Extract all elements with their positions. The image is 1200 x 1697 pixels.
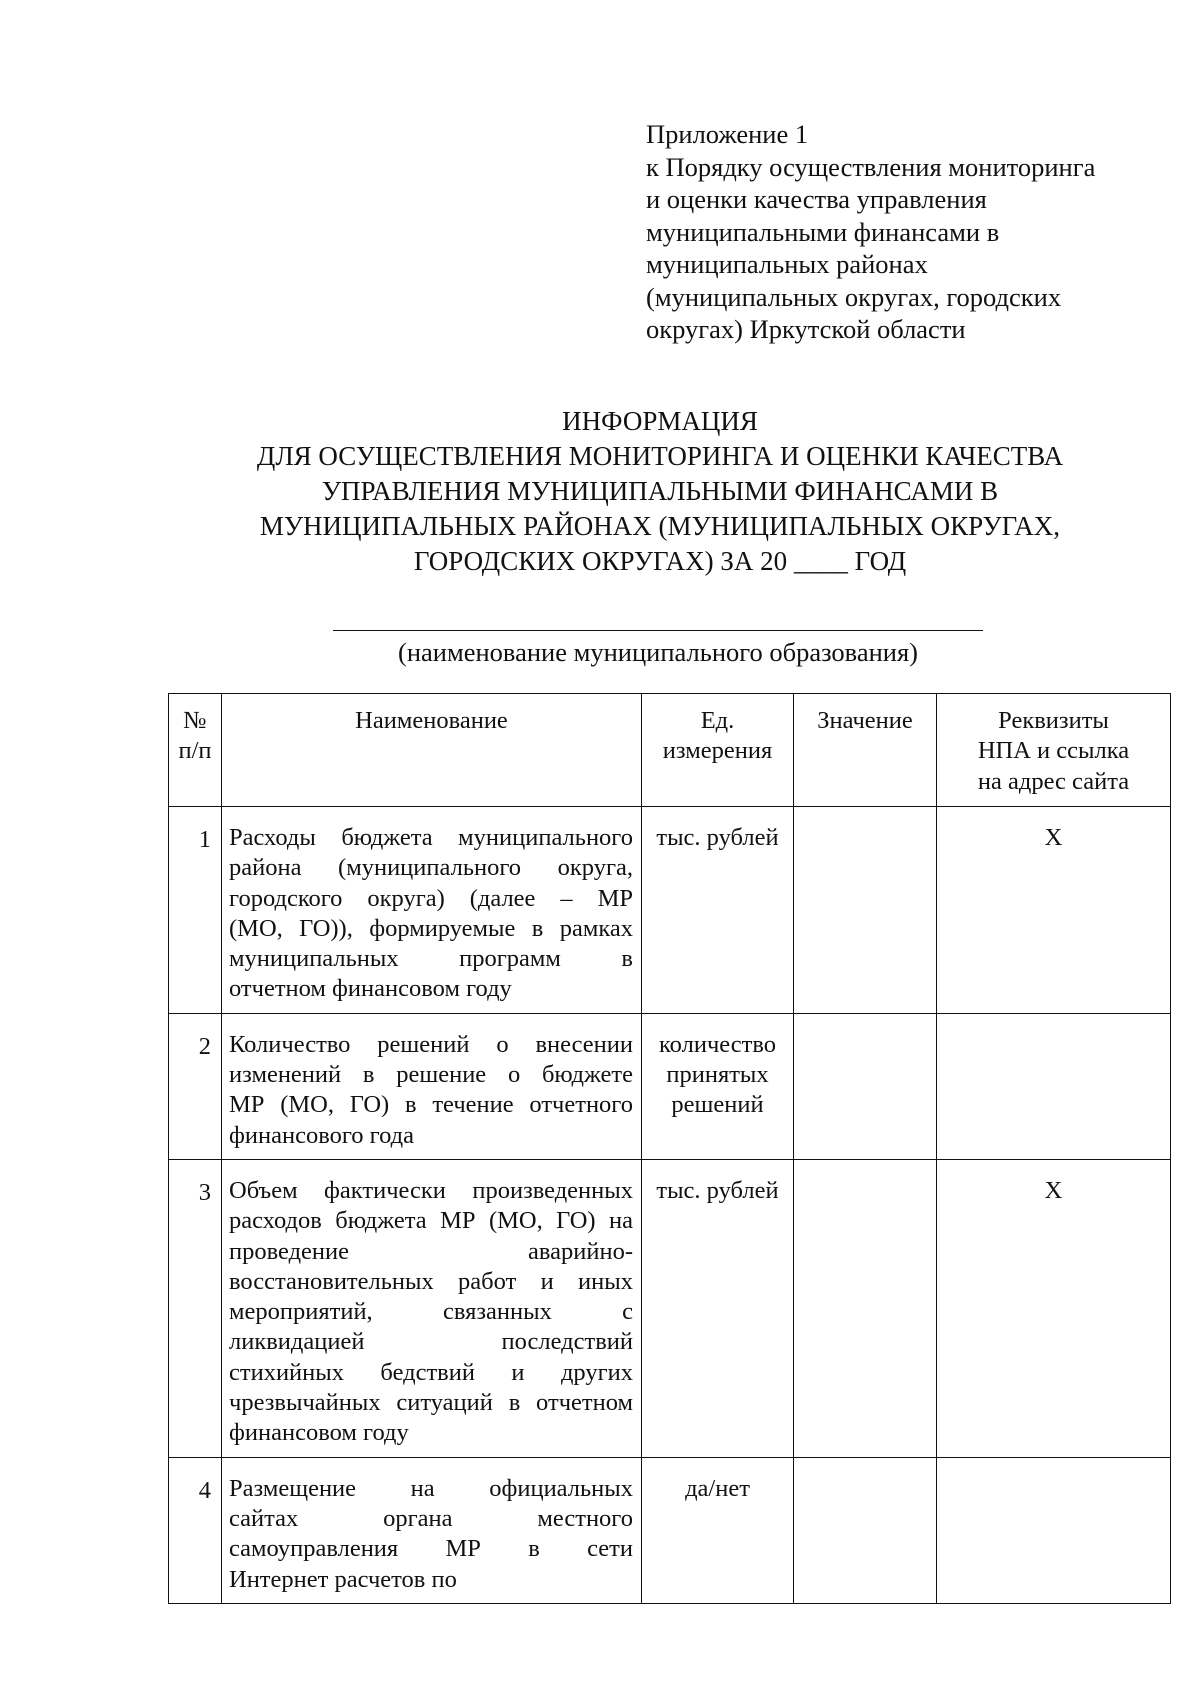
title-line: ИНФОРМАЦИЯ [562, 406, 758, 436]
row-unit-line: тыс. рублей [656, 824, 779, 851]
appendix-block [646, 118, 1166, 346]
row-npa: Х [937, 1159, 1171, 1457]
municipality-caption: (наименование муниципального образования) [398, 637, 918, 667]
row-name [222, 807, 642, 1014]
row-value[interactable] [794, 1159, 937, 1457]
appendix-line: и оценки качества управления [646, 184, 987, 214]
table-row [169, 1159, 1171, 1457]
row-npa: Х [937, 807, 1171, 1014]
appendix-line: муниципальных районах [646, 249, 928, 279]
appendix-line: (муниципальных округах, городских [646, 281, 1062, 312]
row-number: 2 [169, 1013, 222, 1159]
row-unit-line: да/нет [685, 1474, 750, 1502]
row-name-line: финансового года [229, 1121, 414, 1149]
row-value[interactable] [794, 1457, 937, 1603]
row-unit-line: решений [671, 1091, 764, 1119]
row-unit [642, 1457, 794, 1603]
row-unit [642, 1159, 794, 1457]
table-header-row [169, 694, 1171, 807]
header-num-line: п/п [178, 737, 212, 765]
header-npa [937, 694, 1171, 807]
header-unit [642, 694, 794, 807]
appendix-line: к Порядку осуществления мониторинга [646, 151, 1096, 182]
row-name-line: чрезвычайных ситуаций в отчетном [229, 1389, 633, 1417]
row-name-line: Интернет расчетов по [229, 1565, 457, 1593]
row-number: 3 [169, 1159, 222, 1457]
row-number: 1 [169, 807, 222, 1014]
row-npa [937, 1013, 1171, 1159]
row-name-line: (МО, ГО)), формируемые в рамках [229, 914, 633, 942]
document-title [150, 404, 1170, 579]
row-value[interactable] [794, 1013, 937, 1159]
appendix-line: округах) Иркутской области [646, 314, 966, 344]
title-line: ГОРОДСКИХ ОКРУГАХ) ЗА 20 ____ ГОД [413, 546, 907, 576]
row-name-line: финансовом году [229, 1419, 409, 1447]
row-value[interactable] [794, 807, 937, 1014]
row-name [222, 1159, 642, 1457]
row-name-line: МР (МО, ГО) в течение отчетного [229, 1091, 633, 1119]
title-line: УПРАВЛЕНИЯ МУНИЦИПАЛЬНЫМИ ФИНАНСАМИ В [321, 476, 999, 506]
row-name-line: Количество решений о внесении [229, 1030, 633, 1058]
row-unit-line: тыс. рублей [656, 1176, 779, 1204]
title-line: ДЛЯ ОСУЩЕСТВЛЕНИЯ МОНИТОРИНГА И ОЦЕНКИ КАЧЕСТВА [256, 441, 1064, 471]
municipality-name-line [333, 630, 983, 631]
row-name-line: Размещение на официальных [229, 1474, 633, 1502]
row-unit-line: принятых [666, 1061, 769, 1089]
header-unit-line: Ед. [700, 707, 735, 734]
header-npa-line: на адрес сайта [977, 767, 1130, 795]
table-row [169, 1013, 1171, 1159]
row-name-line: района (муниципального округа, [229, 854, 633, 882]
indicators-table [168, 693, 1171, 1604]
row-name-line: самоуправления МР в сети [229, 1535, 633, 1563]
row-name-line: стихийных бедствий и других [229, 1358, 633, 1386]
row-name-line: сайтах органа местного [229, 1504, 633, 1532]
row-name-line: мероприятий, связанных с [229, 1298, 633, 1326]
row-name [222, 1457, 642, 1603]
row-name-line: изменений в решение о бюджете [229, 1061, 633, 1089]
row-unit [642, 1013, 794, 1159]
header-num-line: № [183, 707, 207, 734]
title-line: МУНИЦИПАЛЬНЫХ РАЙОНАХ (МУНИЦИПАЛЬНЫХ ОКРУГАХ, [259, 511, 1061, 541]
appendix-line: Приложение 1 [646, 119, 809, 149]
row-name-line: городского округа) (далее – МР [229, 884, 633, 912]
header-npa-line: Реквизиты [998, 707, 1109, 734]
header-unit-line: измерения [662, 737, 773, 765]
row-npa [937, 1457, 1171, 1603]
row-name-line: Объем фактически произведенных [229, 1176, 633, 1204]
row-name-line: восстановительных работ и иных [229, 1267, 633, 1295]
header-npa-line: НПА и ссылка [977, 737, 1130, 765]
header-value: Значение [794, 694, 937, 807]
row-name-line: муниципальных программ в [229, 945, 633, 973]
row-name-line: ликвидацией последствий [229, 1328, 633, 1356]
row-number: 4 [169, 1457, 222, 1603]
row-name-line: расходов бюджета МР (МО, ГО) на [229, 1207, 633, 1235]
appendix-line: муниципальными финансами в [646, 216, 1000, 247]
row-unit [642, 807, 794, 1014]
header-name: Наименование [222, 694, 642, 807]
header-num [169, 694, 222, 807]
table-row [169, 1457, 1171, 1603]
row-name-line: отчетном финансовом году [229, 975, 512, 1003]
row-name-line: проведение аварийно- [229, 1237, 633, 1265]
row-name-line: Расходы бюджета муниципального [229, 824, 633, 851]
row-unit-line: количество [659, 1030, 776, 1058]
table-row [169, 807, 1171, 1014]
row-name [222, 1013, 642, 1159]
